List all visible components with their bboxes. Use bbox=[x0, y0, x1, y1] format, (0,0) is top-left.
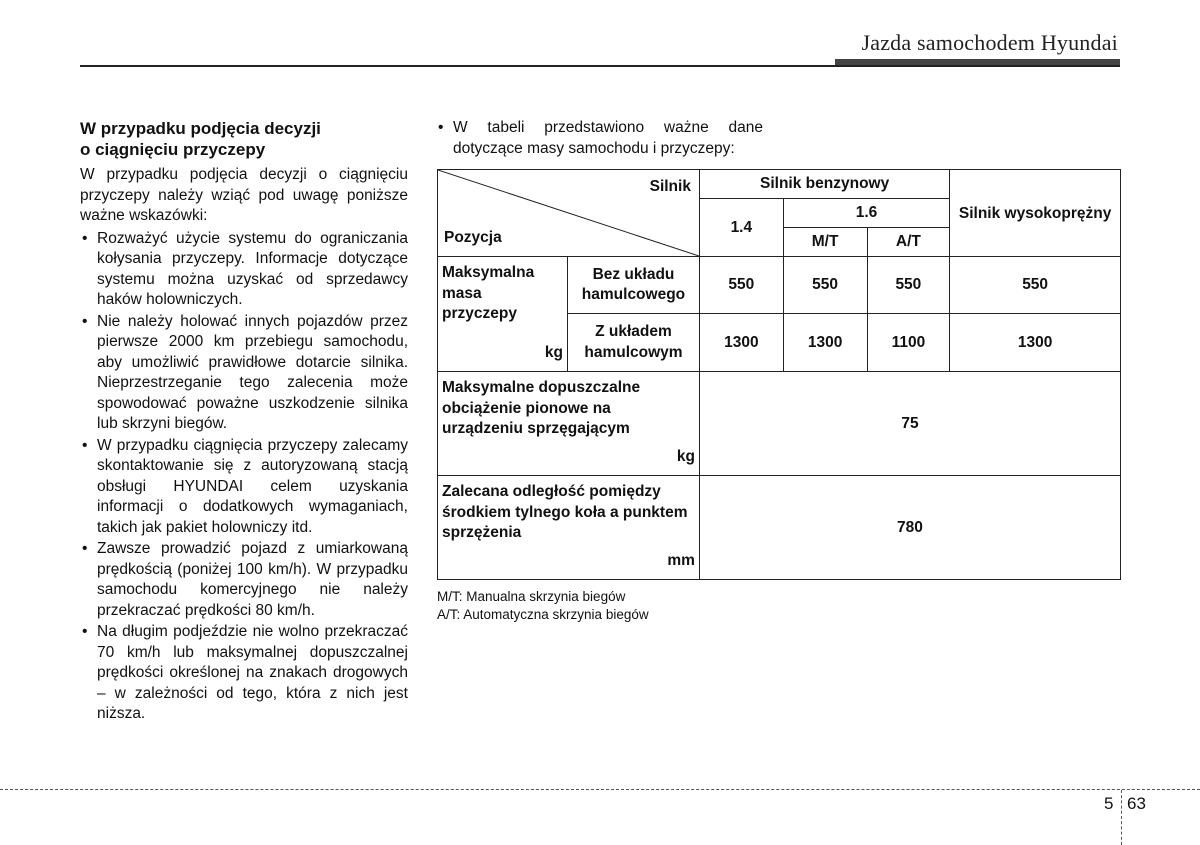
footer-divider bbox=[1121, 790, 1122, 845]
table-cell: 1300 bbox=[699, 314, 783, 372]
list-item: • Nie należy holować innych pojazdów przez pierwsze 2000 km przebiegu samochodu, aby umożliwić prawidłowe dotarcie silnika. Nieprzestrzeganie tego zalecenia może spowodować poważne uszkodzenie silnika lub skrzyni biegów. bbox=[80, 312, 408, 435]
table-cell: 1100 bbox=[867, 314, 950, 372]
table-intro: • W tabeli przedstawiono ważne dane dotyczące masy samochodu i przyczepy: bbox=[437, 118, 763, 159]
header-engine-14: 1.4 bbox=[699, 199, 783, 257]
footer-rule bbox=[0, 789, 1200, 790]
note-at: A/T: Automatyczna skrzynia biegów bbox=[437, 607, 649, 622]
table-corner-cell bbox=[438, 170, 700, 257]
table-cell: 1300 bbox=[783, 314, 867, 372]
corner-label-engine: Silnik bbox=[649, 178, 691, 195]
section-title: W przypadku podjęcia decyzji o ciągnięciu przyczepy bbox=[80, 119, 321, 159]
intro-paragraph: W przypadku podjęcia decyzji o ciągnięciu przyczepy należy wziąć pod uwagę poniższe ważne wskazówki: bbox=[80, 166, 408, 224]
running-title: Jazda samochodem Hyundai bbox=[861, 30, 1118, 55]
page-number: 63 bbox=[1127, 794, 1146, 813]
list-item: • Zawsze prowadzić pojazd z umiarkowaną prędkością (poniżej 100 km/h). W przypadku samochodu komercyjnego nie należy przekraczać prędkości 80 km/h. bbox=[80, 539, 408, 621]
table-cell: 1300 bbox=[950, 314, 1121, 372]
unit-kg: kg bbox=[676, 447, 695, 465]
table-notes bbox=[437, 588, 1121, 624]
right-column bbox=[437, 118, 1121, 624]
row-max-trailer-mass: Maksymalna masa przyczepy kg bbox=[438, 257, 568, 372]
tips-list bbox=[80, 229, 408, 725]
header-diesel: Silnik wysokoprężny bbox=[950, 170, 1121, 257]
header-mt: M/T bbox=[783, 228, 867, 257]
value-hitch-distance: 780 bbox=[699, 476, 1120, 580]
header-rule bbox=[80, 65, 1120, 67]
list-item: • W przypadku ciągnięcia przyczepy zalecamy skontaktowanie się z autoryzowaną stacją obsługi HYUNDAI celem uzyskania informacji o dodatkowych wymaganiach, takich jak pakiet holowniczy itd. bbox=[80, 436, 408, 539]
header-at: A/T bbox=[867, 228, 950, 257]
table-cell: 550 bbox=[783, 257, 867, 314]
header-petrol: Silnik benzynowy bbox=[699, 170, 949, 199]
table-cell: 550 bbox=[699, 257, 783, 314]
list-item: • Na długim podjeździe nie wolno przekraczać 70 km/h lub maksymalnej dopuszczalnej prędkości określonej na znakach drogowych – w zależności od tego, która z nich jest niższa. bbox=[80, 622, 408, 725]
subrow-no-brakes: Bez układu hamulcowego bbox=[567, 257, 699, 314]
row-vertical-load: Maksymalne dopuszczalne obciążenie pionowe na urządzeniu sprzęgającym kg bbox=[438, 372, 700, 476]
left-column bbox=[80, 118, 408, 726]
row-hitch-distance: Zalecana odległość pomiędzy środkiem tylnego koła a punktem sprzężenia mm bbox=[438, 476, 700, 580]
value-vertical-load: 75 bbox=[699, 372, 1120, 476]
note-mt: M/T: Manualna skrzynia biegów bbox=[437, 589, 626, 604]
unit-mm: mm bbox=[667, 551, 695, 569]
chapter-number: 5 bbox=[1104, 794, 1114, 813]
table-cell: 550 bbox=[950, 257, 1121, 314]
header-engine-16: 1.6 bbox=[783, 199, 950, 228]
subrow-with-brakes: Z układem hamulcowym bbox=[567, 314, 699, 372]
specs-table bbox=[437, 169, 1121, 580]
corner-label-position: Pozycja bbox=[444, 229, 502, 246]
list-item: • Rozważyć użycie systemu do ograniczania kołysania przyczepy. Informacje dotyczące systemu można uzyskać od sprzedawcy haków holowniczych. bbox=[80, 229, 408, 311]
table-cell: 550 bbox=[867, 257, 950, 314]
unit-kg: kg bbox=[544, 343, 563, 361]
